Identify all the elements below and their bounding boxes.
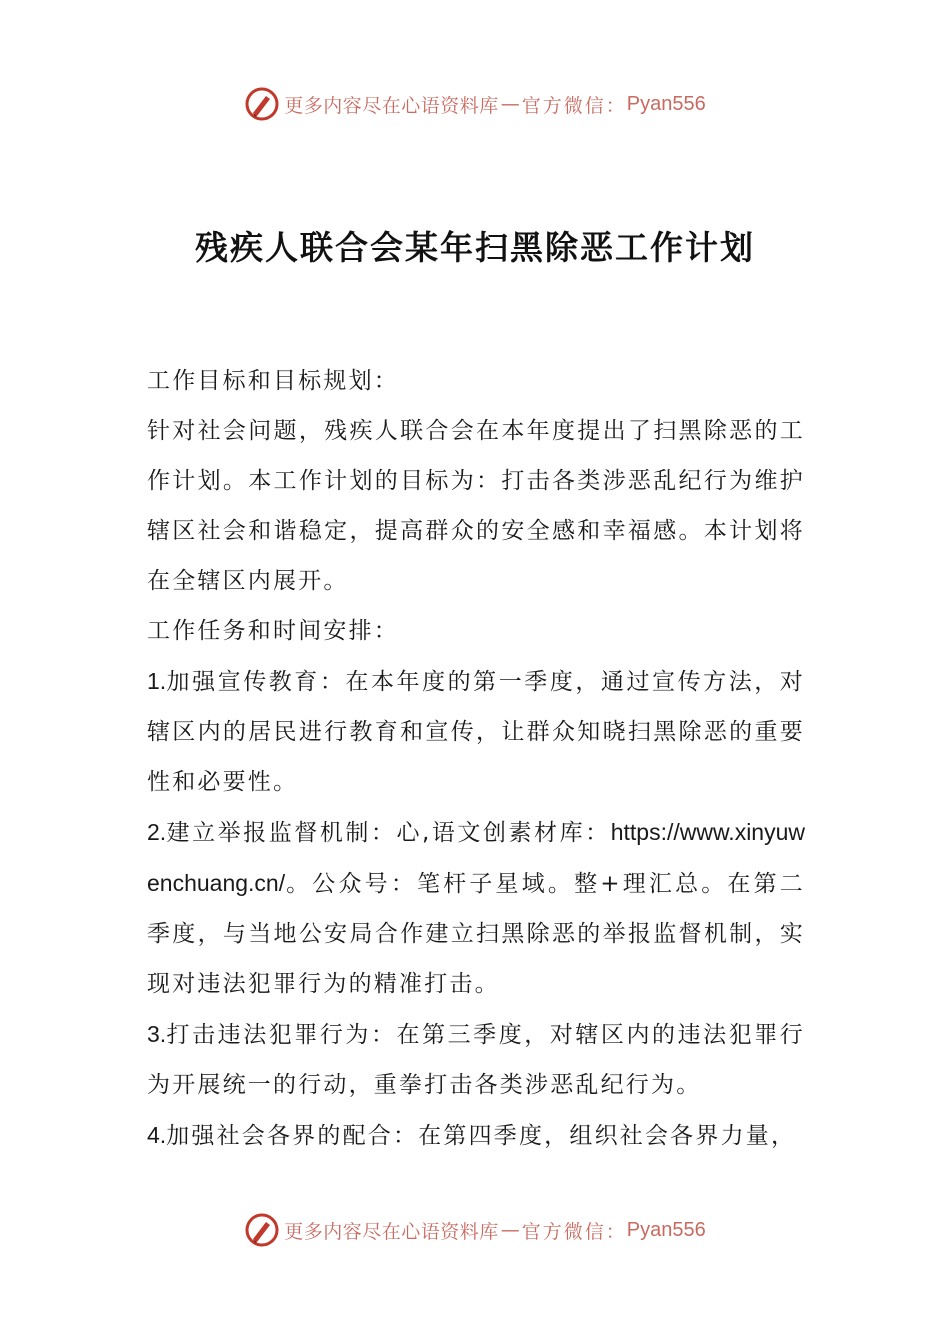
list-text: 加强社会各界的配合：在第四季度，组织社会各界力量，	[166, 1123, 797, 1149]
document-title: 残疾人联合会某年扫黑除恶工作计划	[195, 228, 755, 267]
list-text: 打击违法犯罪行为：在第三季度，对辖区内的违法犯罪行为开展统一的行动，重拳打击各类涉恶乱纪行为。	[147, 1022, 805, 1098]
url-text: https://www.xinyuwenchuang.cn/	[147, 819, 805, 896]
list-number: 1.	[147, 668, 167, 694]
banner-wechat-id: Pyan556	[626, 92, 706, 115]
banner-wechat-id: Pyan556	[626, 1218, 706, 1241]
section-heading: 工作目标和目标规划：	[147, 368, 399, 394]
pen-circle-logo-icon	[244, 1212, 280, 1248]
document-body	[147, 356, 805, 1161]
banner-separator: —	[500, 1219, 520, 1241]
header-banner	[0, 82, 950, 126]
banner-wechat-label: 官方微信：	[521, 1220, 627, 1243]
banner-text: 更多内容尽在心语资料库	[284, 94, 499, 117]
banner-wechat-label: 官方微信：	[521, 94, 627, 117]
list-text: 加强宣传教育：在本年度的第一季度，通过宣传方法，对辖区内的居民进行教育和宣传，让群众知晓扫黑除恶的重要性和必要性。	[147, 669, 805, 795]
list-number: 4.	[147, 1122, 167, 1148]
section-heading: 工作任务和时间安排：	[147, 618, 399, 644]
list-number: 3.	[147, 1021, 167, 1047]
list-item	[147, 1009, 805, 1110]
banner-text: 更多内容尽在心语资料库	[284, 1220, 499, 1243]
banner-separator: —	[500, 93, 520, 115]
footer-banner	[0, 1208, 950, 1252]
list-text: 。公众号：笔杆子星域。整+理汇总。在第二季度，与当地公安局合作建立扫黑除恶的举报监督机制，实现对违法犯罪行为的精准打击。	[147, 871, 805, 997]
paragraph: 针对社会问题，残疾人联合会在本年度提出了扫黑除恶的工作计划。本工作计划的目标为：打击各类涉恶乱纪行为维护辖区社会和谐稳定，提高群众的安全感和幸福感。本计划将在全辖区内展开。	[147, 418, 805, 594]
list-item	[147, 1110, 805, 1161]
list-item	[147, 656, 805, 807]
list-text-prefix: 建立举报监督机制：心,语文创素材库：	[166, 820, 611, 846]
pen-circle-logo-icon	[244, 86, 280, 122]
list-item	[147, 807, 805, 1009]
list-number: 2.	[147, 819, 167, 845]
